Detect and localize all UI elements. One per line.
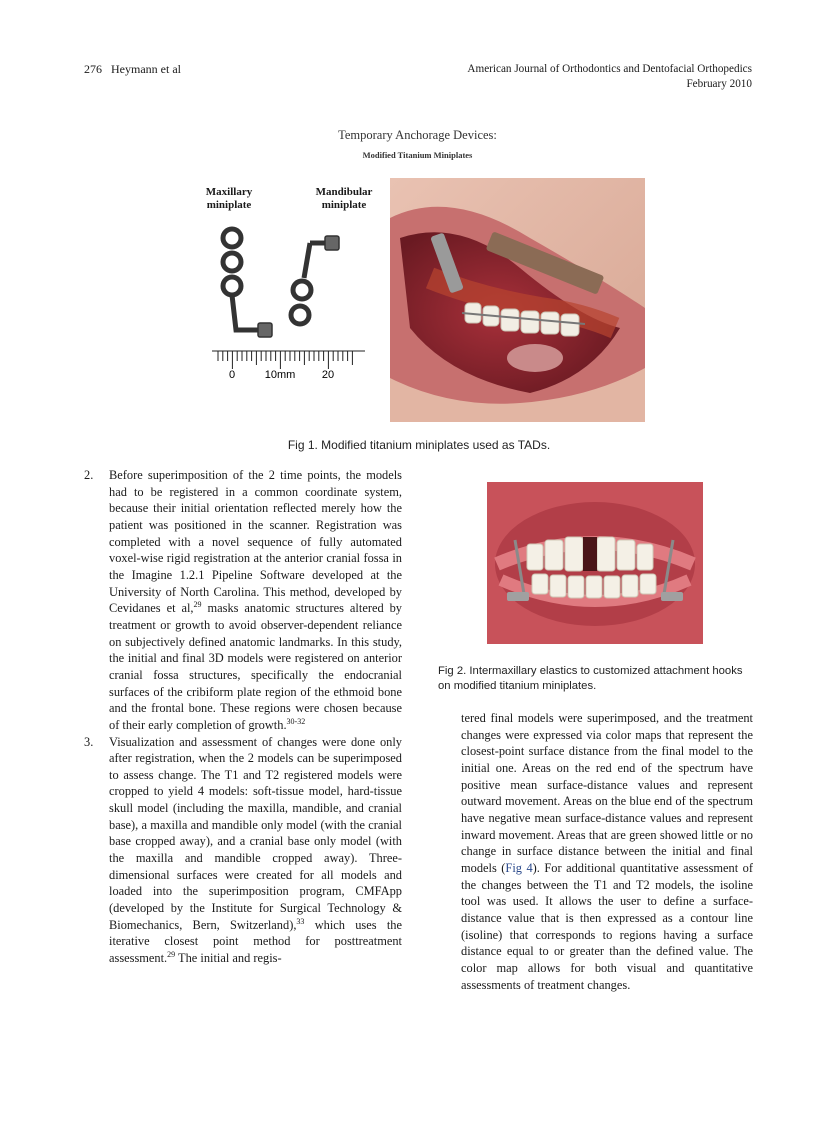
intraoral-surgical-photo [390,178,645,422]
figure-1-title: Temporary Anchorage Devices: [338,128,497,142]
reference-superscript: 29 [193,600,202,610]
reference-superscript: 33 [296,916,305,926]
journal-name: American Journal of Orthodontics and Dentofacial Orthopedics [467,63,752,75]
maxillary-miniplate-label: Maxillary miniplate [205,186,253,211]
mandibular-miniplate-label: Mandibular miniplate [315,186,373,211]
figure-1-caption: Fig 1. Modified titanium miniplates used as TADs. [287,438,551,452]
running-head-left [84,62,181,77]
body-column-right: tered final models were superimposed, and the treatment changes were expressed via color maps that represent the closest-point surface distance from the final model to the initial one. Areas on the red end of the spectrum have positive mean surface-distance values and represent outward movement. Areas on the blue end of the spectrum have negative mean surface-distance values and represent inward movement. Areas that are green showed little or no change in surface distance between the initial and final models (Fig 4). For additional quantitative assessment of the changes between the T1 and T2 models, the isoline tool was used. It allows the user to define a surface-distance value that is then expressed as a contour line (isoline) that corresponds to regions having a surface distance equal to or greater than the defined value. The color map allows for both visual and quantitative assessments of treatment changes. [461,711,753,992]
ruler-label-10: 10mm [264,369,296,381]
reference-superscript: 30-32 [286,716,306,726]
author-line: Heymann et al [111,62,181,76]
figure-1 [190,128,645,422]
figure-1-subtitle: Modified Titanium Miniplates [362,150,473,160]
intermaxillary-elastics-photo [487,482,703,644]
list-item-2: 2. Before superimposition of the 2 time points, the models had to be registered in a common coordinate system, because their initial orientation reflected merely how the patient was positioned in the scanner. Registration was completed with a novel sequence of fully automated voxel-wise rigid registration at the anterior cranial fossa in the Imagine 1.2.1 Pipeline Software developed at the University of North Carolina. This method, developed by Cevidanes et al,$^{29}$ masks anatomic structures altered by treatment or growth to avoid observer-dependent reliance on subjectively defined anatomic landmarks. In this study, the initial and final 3D models were registered on anterior cranial fossa structures, specifically the endocranial surfaces of the cribiform plate region of the ethmoid bone and the frontal bone. These regions were chosen because of their early completion of growth.$^{30-32}$ [84,468,402,732]
ruler [212,351,365,369]
body-column-left [84,467,402,967]
reference-superscript: 29 [167,949,176,959]
list-item-number: 3. [84,734,94,749]
page-number: 276 [84,62,102,76]
miniplate-drawing [190,218,385,418]
ruler-label-0: 0 [228,369,236,381]
ruler-label-20: 20 [321,369,335,381]
list-item-3: 3. Visualization and assessment of changes were done only after registration, when the 2 models can be superimposed to assess change. The T1 and T2 registered models were cropped to yield 4 models: soft-tissue model, hard-tissue skull model (including the maxilla, mandible, and cranial base), a maxilla and mandible only model (with the cranial base cropped away), and a cranial base only model (with the maxilla and mandible cropped away). Three-dimensional surfaces were created for all models and loaded into the superimposition program, CMFApp (developed by the Institute for Surgical Technology & Biomechanics, Bern, Switzerland),$^{33}$ which uses the iterative closest point method for posttreatment assessment.$^{29}$ The initial and regis- [84,734,402,966]
running-head-right [467,62,752,92]
maxillary-miniplate-shape [223,229,260,330]
figure-2-caption: Fig 2. Intermaxillary elastics to customized attachment hooks on modified titanium miniplates. [438,665,743,692]
journal-issue: February 2010 [686,78,752,90]
figure-4-link[interactable]: Fig 4 [505,860,533,875]
mandibular-miniplate-shape [291,243,328,324]
list-item-number: 2. [84,468,94,482]
